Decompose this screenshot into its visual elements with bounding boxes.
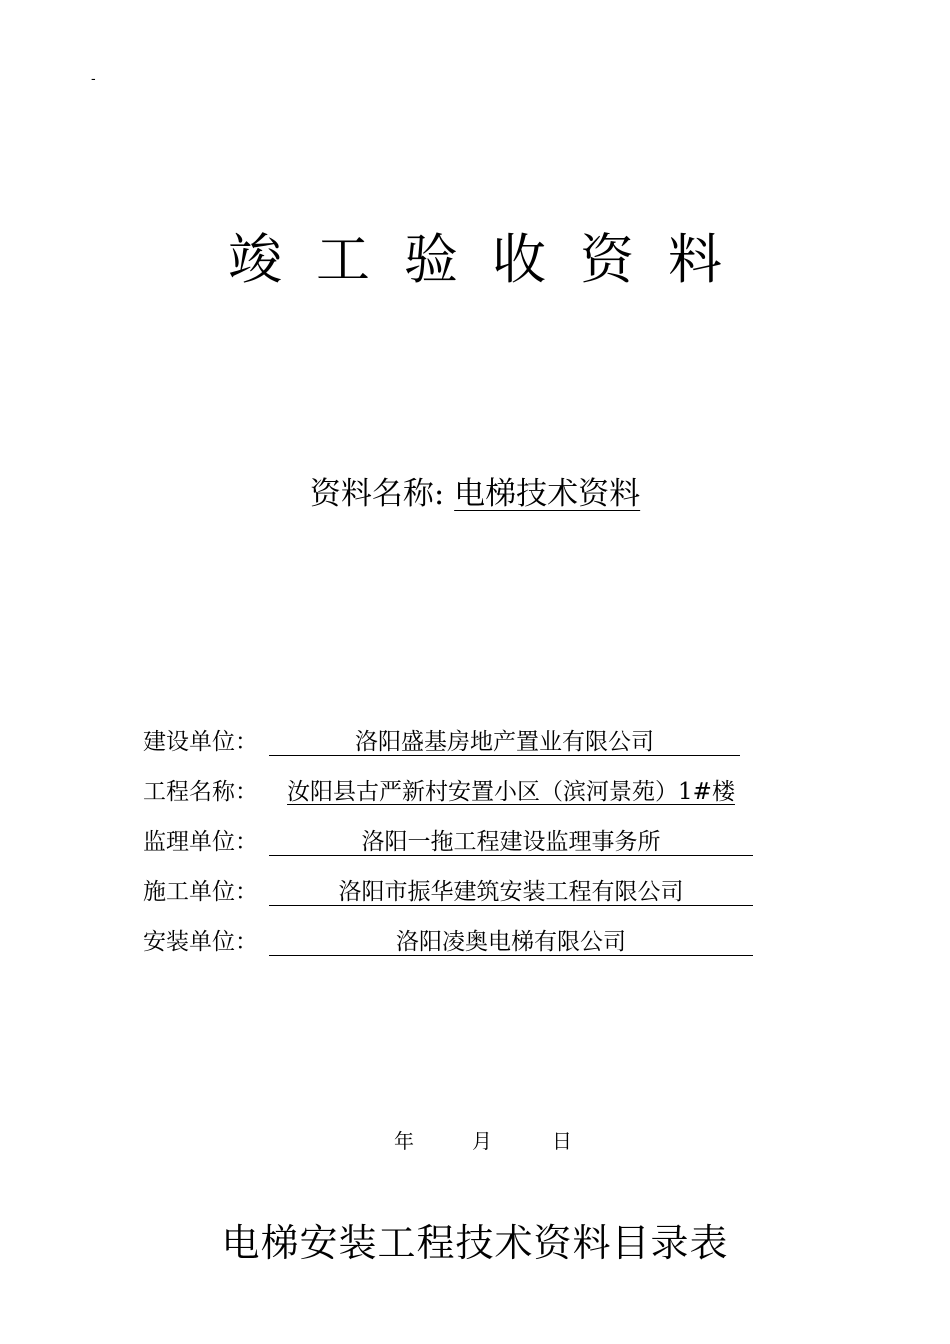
installation-unit-label: 安装单位：	[143, 929, 258, 955]
info-row-supervision-unit	[143, 822, 763, 872]
contractor-unit-label: 施工单位：	[143, 879, 258, 905]
date-day: 日	[552, 1129, 572, 1153]
contractor-unit-value: 洛阳市振华建筑安装工程有限公司	[269, 872, 753, 906]
info-row-contractor-unit	[143, 872, 763, 922]
corner-mark: -	[91, 70, 96, 86]
date-month: 月	[472, 1129, 492, 1153]
project-info-block	[143, 722, 763, 972]
main-title: 竣工验收资料	[228, 228, 756, 291]
document-name-row	[0, 472, 950, 516]
toc-title: 电梯安装工程技术资料目录表	[221, 1221, 729, 1265]
project-name-label: 工程名称：	[143, 779, 258, 805]
info-row-installation-unit	[143, 922, 763, 972]
document-name-value: 电梯技术资料	[454, 476, 641, 512]
construction-unit-value: 洛阳盛基房地产置业有限公司	[269, 722, 740, 756]
info-row-project-name	[143, 772, 763, 822]
supervision-unit-label: 监理单位：	[143, 829, 258, 855]
date-row	[394, 1126, 572, 1156]
info-row-construction-unit	[143, 722, 763, 772]
construction-unit-label: 建设单位：	[143, 729, 258, 755]
document-name-label: 资料名称:	[309, 476, 445, 512]
installation-unit-value: 洛阳凌奥电梯有限公司	[269, 922, 753, 956]
date-year: 年	[394, 1129, 414, 1153]
project-name-value: 汝阳县古严新村安置小区（滨河景苑）1#楼	[287, 779, 735, 805]
supervision-unit-value: 洛阳一拖工程建设监理事务所	[269, 822, 753, 856]
